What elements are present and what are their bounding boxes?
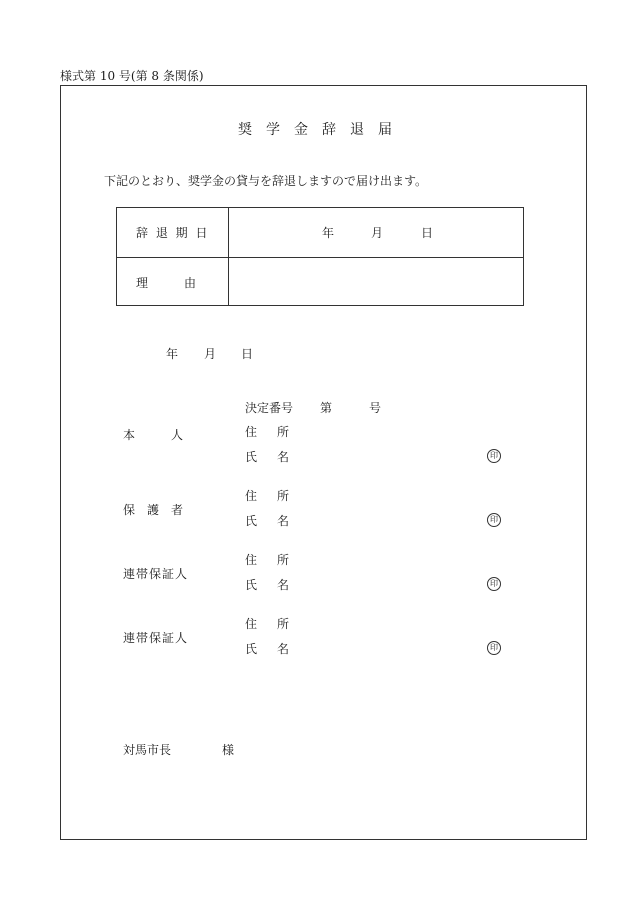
seal-mark: 印	[487, 641, 501, 655]
party-role-guardian: 保 護 者	[123, 503, 184, 517]
party-name-label: 氏 名	[245, 578, 294, 592]
form-number: 様式第 10 号(第 8 条関係)	[60, 69, 204, 83]
decision-number-label: 決定番号	[245, 401, 294, 415]
form-frame	[60, 85, 587, 840]
party-name-label: 氏 名	[245, 514, 294, 528]
party-address-label: 住 所	[245, 425, 294, 439]
seal-mark: 印	[487, 577, 501, 591]
submission-month: 月	[204, 347, 217, 361]
party-role-guarantor-1: 連帯保証人	[123, 567, 189, 581]
withdrawal-date-label: 辞 退 期 日	[136, 226, 210, 240]
withdrawal-year: 年	[322, 226, 335, 240]
withdrawal-table	[116, 207, 524, 306]
party-role-guarantor-2: 連帯保証人	[123, 631, 189, 645]
submission-year: 年	[166, 347, 179, 361]
party-address-label: 住 所	[245, 553, 294, 567]
seal-mark: 印	[487, 449, 501, 463]
party-name-label: 氏 名	[245, 642, 294, 656]
party-role-applicant: 本 人	[123, 428, 184, 442]
withdrawal-month: 月	[371, 226, 384, 240]
addressee-name: 対馬市長	[123, 743, 172, 757]
party-address-label: 住 所	[245, 617, 294, 631]
party-address-label: 住 所	[245, 489, 294, 503]
seal-mark: 印	[487, 513, 501, 527]
statement-text: 下記のとおり、奨学金の貸与を辞退しますので届け出ます。	[104, 174, 428, 188]
table-column-divider	[228, 208, 229, 305]
withdrawal-day: 日	[421, 226, 434, 240]
party-name-label: 氏 名	[245, 450, 294, 464]
reason-label: 理 由	[136, 276, 197, 290]
submission-day: 日	[241, 347, 254, 361]
form-title: 奨学金辞退届	[238, 122, 406, 138]
decision-number-suffix: 号	[369, 401, 382, 415]
table-row-divider	[117, 257, 523, 258]
addressee-honorific: 様	[222, 743, 235, 757]
decision-number-prefix: 第	[320, 401, 333, 415]
